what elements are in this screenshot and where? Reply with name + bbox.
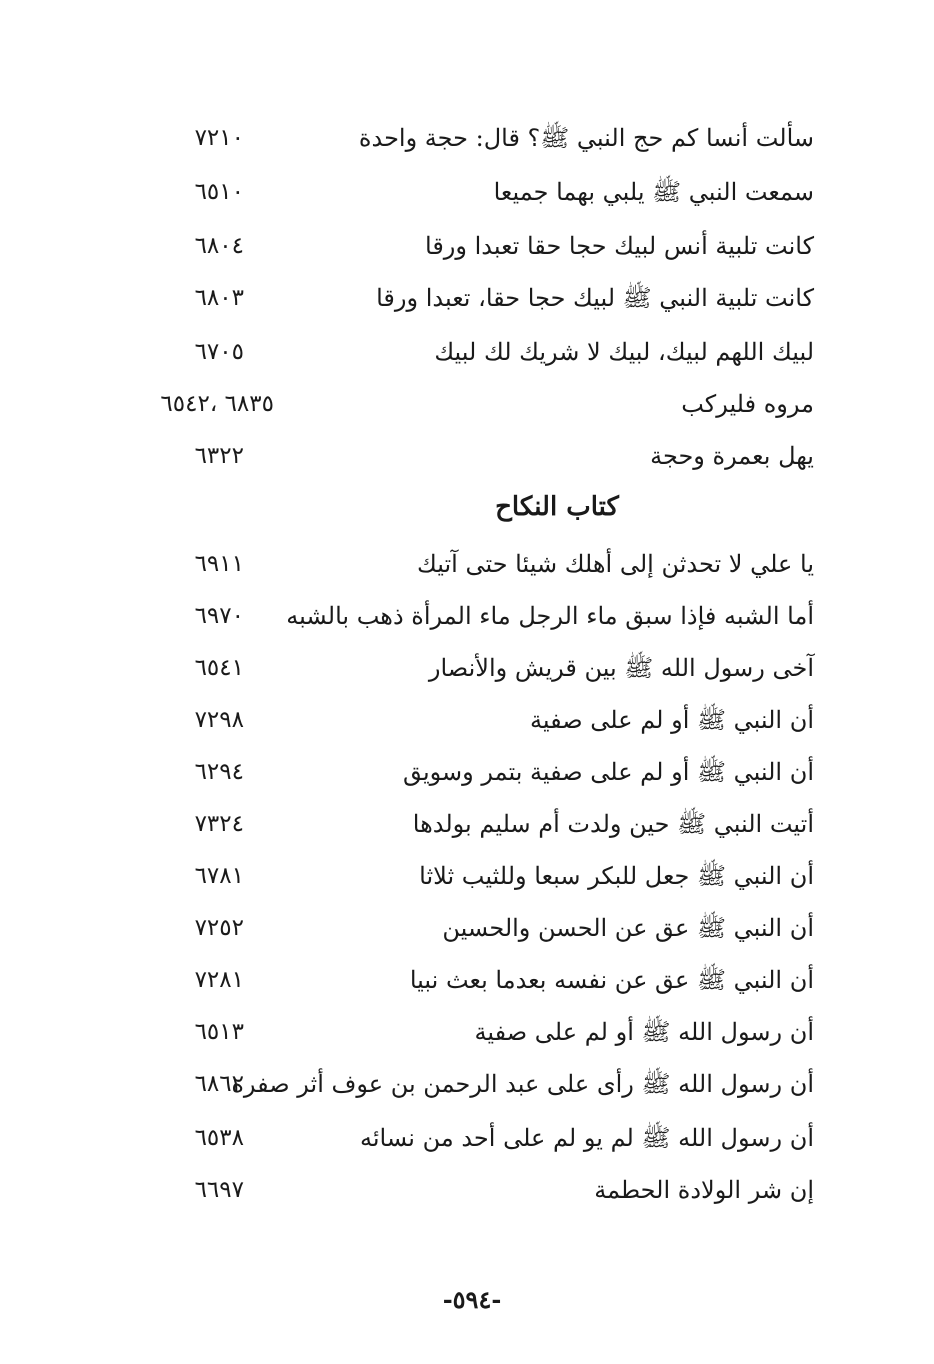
index-entry xyxy=(0,804,934,844)
entry-reference: ٧٢٩٨ xyxy=(194,707,244,733)
entry-text: أتيت النبي ﷺ حين ولدت أم سليم بولدها xyxy=(412,810,814,838)
section-title: كتاب النكاح xyxy=(495,492,619,522)
entry-text: أن النبي ﷺ عق عن نفسه بعدما بعث نبيا xyxy=(409,966,814,994)
index-entry xyxy=(0,1118,934,1158)
index-entry xyxy=(0,172,934,212)
index-entry xyxy=(0,278,934,318)
index-entry xyxy=(0,1064,934,1104)
page-number: -٥٩٤- xyxy=(442,1285,502,1314)
entry-text: كانت تلبية النبي ﷺ لبيك حجا حقا، تعبدا ورقا xyxy=(376,284,814,312)
index-entry xyxy=(0,856,934,896)
entry-text: أن النبي ﷺ عق عن الحسن والحسين xyxy=(442,914,814,942)
entry-reference: ٦٣٢٢ xyxy=(194,443,244,469)
entry-reference: ٦٥١٠ xyxy=(194,179,244,205)
index-entry xyxy=(0,1012,934,1052)
entry-text: أن النبي ﷺ أو لم على صفية xyxy=(530,706,814,734)
index-entry xyxy=(0,544,934,584)
entry-reference: ٧٢١٠ xyxy=(194,125,244,151)
index-entry xyxy=(0,700,934,740)
entry-reference: ٦٨٠٣ xyxy=(194,285,244,311)
section-heading xyxy=(0,484,934,530)
entry-text: أن النبي ﷺ أو لم على صفية بتمر وسويق xyxy=(402,758,814,786)
entry-text: أما الشبه فإذا سبق ماء الرجل ماء المرأة ذهب بالشبه xyxy=(286,602,814,630)
index-entry xyxy=(0,332,934,372)
entry-text: إن شر الولادة الحطمة xyxy=(594,1176,814,1204)
entry-text: آخى رسول الله ﷺ بين قريش والأنصار xyxy=(428,654,814,682)
entry-text: أن رسول الله ﷺ أو لم على صفية xyxy=(474,1018,814,1046)
index-entry xyxy=(0,226,934,266)
index-entry xyxy=(0,596,934,636)
entry-text: لبيك اللهم لبيك، لبيك لا شريك لك لبيك xyxy=(434,338,814,366)
entry-reference: ٦٨٦٢ xyxy=(194,1071,244,1097)
entry-reference: ٦٥٤١ xyxy=(194,655,244,681)
entry-text: أن رسول الله ﷺ رأى على عبد الرحمن بن عوف أثر صفرة xyxy=(231,1070,814,1098)
entry-text: كانت تلبية أنس لبيك حجا حقا تعبدا ورقا xyxy=(425,232,814,260)
index-entry xyxy=(0,960,934,1000)
entry-reference: ٦٥١٣ xyxy=(194,1019,244,1045)
entry-reference: ٦٨٣٥ ،٦٥٤٢ xyxy=(160,391,274,417)
entry-reference: ٦٢٩٤ xyxy=(194,759,244,785)
index-entry xyxy=(0,1170,934,1210)
entry-reference: ٦٥٣٨ xyxy=(194,1125,244,1151)
entry-reference: ٦٧٨١ xyxy=(194,863,244,889)
index-entry xyxy=(0,752,934,792)
index-entry xyxy=(0,384,934,424)
entry-reference: ٧٢٨١ xyxy=(194,967,244,993)
entry-reference: ٦٦٩٧ xyxy=(194,1177,244,1203)
index-entry xyxy=(0,118,934,158)
entry-text: يهل بعمرة وحجة xyxy=(650,442,814,470)
index-entry xyxy=(0,908,934,948)
entry-text: أن النبي ﷺ جعل للبكر سبعا وللثيب ثلاثا xyxy=(419,862,814,890)
index-entry xyxy=(0,648,934,688)
index-entry xyxy=(0,436,934,476)
entry-text: مروه فليركب xyxy=(681,390,814,418)
entry-reference: ٦٧٠٥ xyxy=(194,339,244,365)
entry-reference: ٦٩١١ xyxy=(194,551,244,577)
entry-text: سألت أنسا كم حج النبي ﷺ؟ قال: حجة واحدة xyxy=(358,124,814,152)
entry-text: يا علي لا تحدثن إلى أهلك شيئا حتى آتيك xyxy=(417,550,814,578)
entry-reference: ٧٢٥٢ xyxy=(194,915,244,941)
entry-text: سمعت النبي ﷺ يلبي بهما جميعا xyxy=(493,178,814,206)
entry-text: أن رسول الله ﷺ لم يو لم على أحد من نسائه xyxy=(360,1124,814,1152)
entry-reference: ٦٩٧٠ xyxy=(194,603,244,629)
entry-reference: ٧٣٢٤ xyxy=(194,811,244,837)
entry-reference: ٦٨٠٤ xyxy=(194,233,244,259)
